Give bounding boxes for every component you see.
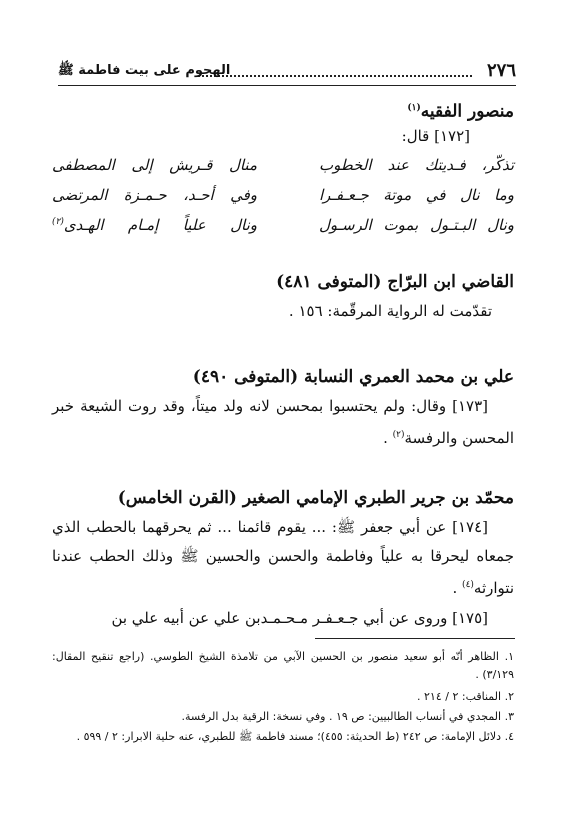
entry-heading-mansour: منصور الفقيه$^{(١)}$ [407, 101, 514, 122]
poem-hemistich-right: وما نال في موتة جـعـفـرا [319, 186, 514, 204]
footnote-mark: (٤) [462, 580, 474, 590]
entry-body-173: [١٧٣] وقال: ولم يحتسبوا بمحسن لانه ولد ميتاً، وقد روت الشيعة خبر المحسن والرفسة$^{(٢)}$ . [52, 397, 514, 447]
poem-hemistich-left: منال قـريش إلى المصطفى [52, 156, 257, 174]
entry-heading-tabari: محمّد بن جرير الطبري الإمامي الصغير (القرن الخامس) [117, 488, 514, 508]
footnote-mark: (١) [407, 103, 421, 113]
footnote-4: ٤. دلائل الإمامة: ص ٢٤٢ (ط الحديثة: ٤٥٥)؛ مسند فاطمة ﷺ للطبري، عنه حلية الابرار: ٢ / ٥٩٩ . [76, 730, 514, 743]
entry-body-174: [١٧٤] عن أبي جعفر ﷺ: ... يقوم قائمنا ... ثم يحرقهما بالحطب الذي جمعاه ليحرقا به علياً وفاطمة والحسن والحسين ﷺ وذلك الحطب عندنا نتوارثه$^{(٤)}$ . [52, 518, 514, 597]
entry-heading-ibn-barraj: القاضي ابن البرّاج (المتوفى ٤٨١) [276, 272, 514, 292]
entry-heading-omari: علي بن محمد العمري النسابة (المتوفى ٤٩٠) [192, 367, 514, 387]
entry-line-172: [١٧٢] قال: [401, 127, 470, 145]
poem-hemistich-right: تذكّر، فـديتك عند الخطوب [319, 156, 514, 174]
header-leader-dots [198, 75, 472, 77]
footnote-mark: (٢) [392, 430, 405, 440]
entry-body-175: [١٧٥] وروى عن أبي جـعـفـر مـحـمـدبن علي عن أبيه علي بن [111, 609, 488, 627]
poem-verse [52, 156, 514, 182]
footnote-2: ٢. المناقب: ٢ / ٢١٤ . [417, 690, 514, 703]
poem-hemistich-left: ونال علياً إمـام الهـدى$^{(٢)}$ [52, 216, 257, 234]
header-rule [58, 85, 516, 86]
footnote-separator [315, 638, 515, 639]
poem-hemistich-right: ونال البـتـول بموت الرسـول [319, 216, 514, 234]
poem-hemistich-left: وفي أحـد، حـمـزة المرتضى [52, 186, 257, 204]
footnote-3: ٣. المجدي في أنساب الطالبيين: ص ١٩ . وفي نسخة: الرقية بدل الرفسة. [181, 710, 514, 723]
footnote-1: ١. الظاهر أنّه أبو سعيد منصور بن الحسين الآبي من تلامذة الشيخ الطوسي. (راجع تنقيح المقال: ٣/١٢٩) . [52, 650, 514, 681]
poem-verse [52, 216, 514, 242]
footnote-mark: (٢) [52, 217, 64, 227]
poem-verse [52, 186, 514, 212]
running-title: الهجوم على بيت فاطمة ﷺ [58, 63, 231, 78]
page-number: ٢٧٦ [486, 60, 516, 81]
entry-body-ibn-barraj: تقدّمت له الرواية المرقّمة: ١٥٦ . [288, 302, 492, 320]
page-header [58, 60, 516, 84]
